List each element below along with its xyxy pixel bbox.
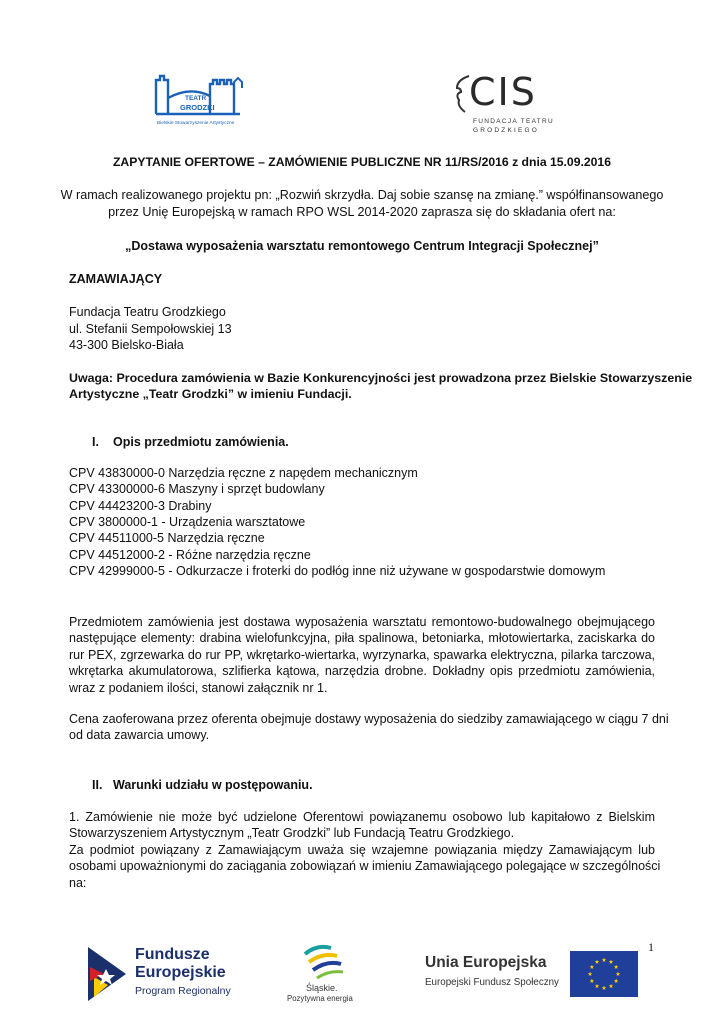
slaskie-line-2: Pozytywna energia (287, 994, 353, 1003)
fundusze-europejskie-logo (88, 944, 258, 1004)
s2-para2-line-1 (69, 842, 655, 858)
para1-line-1-text: Przedmiotem zamówienia jest dostawa wyposażenia warsztatu remontowo-budowalnego obejmującego (69, 615, 655, 629)
cis-logo-line2: GRODZKIEGO (473, 127, 540, 134)
cpv-item-5-text: CPV 44511000-5 Narzędzia ręczne (69, 531, 265, 546)
cpv-item-4-text: CPV 3800000-1 - Urządzenia warsztatowe (69, 514, 306, 529)
para1-line-2-text: następujące elementy: drabina wielofunkcyjna, piła spalinowa, betoniarka, młotowiertarka, zaciskarka do (69, 631, 655, 646)
para1-line-2 (69, 630, 655, 646)
eu-flag-icon (570, 951, 638, 997)
intro-line-1: W ramach realizowanego projektu pn: „Rozwiń skrzydła. Daj sobie szansę na zmianę.” współfinansowanego (60, 188, 664, 202)
cpv-item-6-text: CPV 44512000-2 - Różne narzędzia ręczne (69, 547, 311, 562)
para1-line-1 (69, 614, 655, 630)
cis-logo (445, 70, 555, 136)
teatr-logo-caption: Bielskie Stowarzyszenie Artystyczne (157, 121, 235, 126)
unia-europejska-text (418, 954, 568, 998)
para1-line-4-text: wkrętarka akumulatorowa, szlifierka kątowa, narzędzia drobne. Dokładny opis przedmiotu zamówienia, (69, 664, 655, 679)
teatr-logo-line1: TEATR (185, 95, 207, 102)
s2-para1-line-1-text: 1. Zamówienie nie może być udzielone Oferentowi powiązanemu osobowo lub kapitałowo z Bielskim (69, 810, 655, 824)
eu-star-icon (590, 965, 595, 969)
s2-para2-line-3 (69, 875, 86, 891)
s2-para2-line-3-text: na: (69, 875, 87, 890)
s2-para2-line-2 (69, 858, 661, 874)
eu-star-icon (602, 986, 607, 990)
cis-logo-line1: FUNDACJA TEATRU (473, 118, 555, 125)
cpv-item-7 (69, 563, 605, 579)
orderer-city: 43-300 Bielsko-Biała (69, 338, 184, 352)
section-2-number: II. (92, 778, 103, 792)
para1-line-4 (69, 663, 655, 679)
teatr-grodzki-logo (150, 70, 250, 134)
eu-star-icon (595, 959, 600, 963)
eu-stars (570, 951, 638, 997)
eu-star-icon (595, 984, 600, 988)
para1-line-3-text: rur PEX, zgrzewarka do rur PP, wkrętarko-wiertarka, wyrzynarka, spawarka elektryczna, pilarka tarczowa, (69, 647, 655, 662)
fe-star-flag-icon (88, 947, 126, 1001)
para2-line-2-text: od data zawarcia umowy. (69, 728, 210, 743)
note-line-1 (69, 370, 693, 386)
eu-star-icon (614, 965, 619, 969)
fe-line-2: Europejskie (135, 964, 226, 981)
section-1-heading: Opis przedmiotu zamówienia. (113, 435, 289, 449)
s2-para2-line-2-text: osobami upoważnionymi do zaciągania zobowiązań w imieniu Zamawiającego polegające w szczególności (69, 859, 661, 874)
para1-line-5 (69, 680, 327, 696)
cpv-item-6 (69, 547, 311, 563)
slaskie-logo (284, 940, 364, 1006)
slaskie-waves-icon (301, 940, 345, 980)
fe-line-1: Fundusze (135, 946, 210, 963)
cis-logo-wordmark: CIS (469, 70, 537, 114)
eu-star-icon (590, 979, 595, 983)
eu-star-icon (609, 959, 614, 963)
teatr-logo-line2: GRODZKI (180, 103, 215, 112)
s2-para1-line-1 (69, 809, 655, 825)
cpv-item-1 (69, 465, 418, 481)
note-line-2: Artystyczne „Teatr Grodzki” w imieniu Fundacji. (69, 387, 352, 401)
cpv-item-2 (69, 481, 325, 497)
eu-star-icon (614, 979, 619, 983)
cpv-item-3-text: CPV 44423200-3 Drabiny (69, 498, 212, 513)
order-subject: „Dostawa wyposażenia warsztatu remontowego Centrum Integracji Społecznej” (125, 239, 599, 253)
fe-line-3: Program Regionalny (135, 985, 231, 997)
orderer-name: Fundacja Teatru Grodzkiego (69, 305, 226, 319)
eu-star-icon (588, 972, 593, 976)
slaskie-line-1: Śląskie. (306, 983, 338, 993)
s2-para1-line-2-text: Stowarzyszeniem Artystycznym „Teatr Grodzki” lub Fundacją Teatru Grodzkiego. (69, 826, 515, 841)
note-line-1-text: Uwaga: Procedura zamówienia w Bazie Konkurencyjności jest prowadzona przez Bielskie Stowarzyszenie (69, 371, 693, 385)
ue-line-1: Unia Europejska (425, 954, 547, 971)
cpv-item-3 (69, 498, 211, 514)
cpv-item-4 (69, 514, 305, 530)
eu-star-icon (602, 958, 607, 962)
para2-line-1-text: Cena zaoferowana przez oferenta obejmuje dostawy wyposażenia do siedziby zamawiającego w ciągu 7 dni (69, 712, 669, 726)
orderer-heading: ZAMAWIAJĄCY (69, 272, 163, 286)
para1-line-5-text: wraz z podaniem ilości, stanowi załącznik nr 1. (69, 680, 328, 695)
page-number: 1 (648, 940, 654, 954)
s2-para2-line-1-text: Za podmiot powiązany z Zamawiającym uważa się wzajemne powiązania między Zamawiającym lub (69, 843, 655, 857)
s2-para1-line-2 (69, 825, 514, 841)
section-2-heading: Warunki udziału w postępowaniu. (113, 778, 313, 792)
section-1-number: I. (92, 435, 99, 449)
intro-line-2: przez Unię Europejską w ramach RPO WSL 2014-2020 zaprasza się do składania ofert na: (108, 205, 616, 219)
ue-line-2: Europejski Fundusz Społeczny (425, 977, 559, 988)
document-title: ZAPYTANIE OFERTOWE – ZAMÓWIENIE PUBLICZNE NR 11/RS/2016 z dnia 15.09.2016 (112, 155, 611, 169)
para2-line-2 (69, 727, 209, 743)
cpv-item-1-text: CPV 43830000-0 Narzędzia ręczne z napędem mechanicznym (69, 466, 418, 480)
para1-line-3 (69, 647, 655, 663)
para2-line-1 (69, 711, 669, 727)
orderer-street: ul. Stefanii Sempołowskiej 13 (69, 322, 232, 336)
eu-star-icon (609, 984, 614, 988)
cpv-item-7-text: CPV 42999000-5 - Odkurzacze i froterki do podłóg inne niż używane w gospodarstwie domowym (69, 563, 606, 578)
cpv-item-5 (69, 530, 265, 546)
cpv-item-2-text: CPV 43300000-6 Maszyny i sprzęt budowlany (69, 482, 325, 497)
eu-star-icon (616, 972, 621, 976)
